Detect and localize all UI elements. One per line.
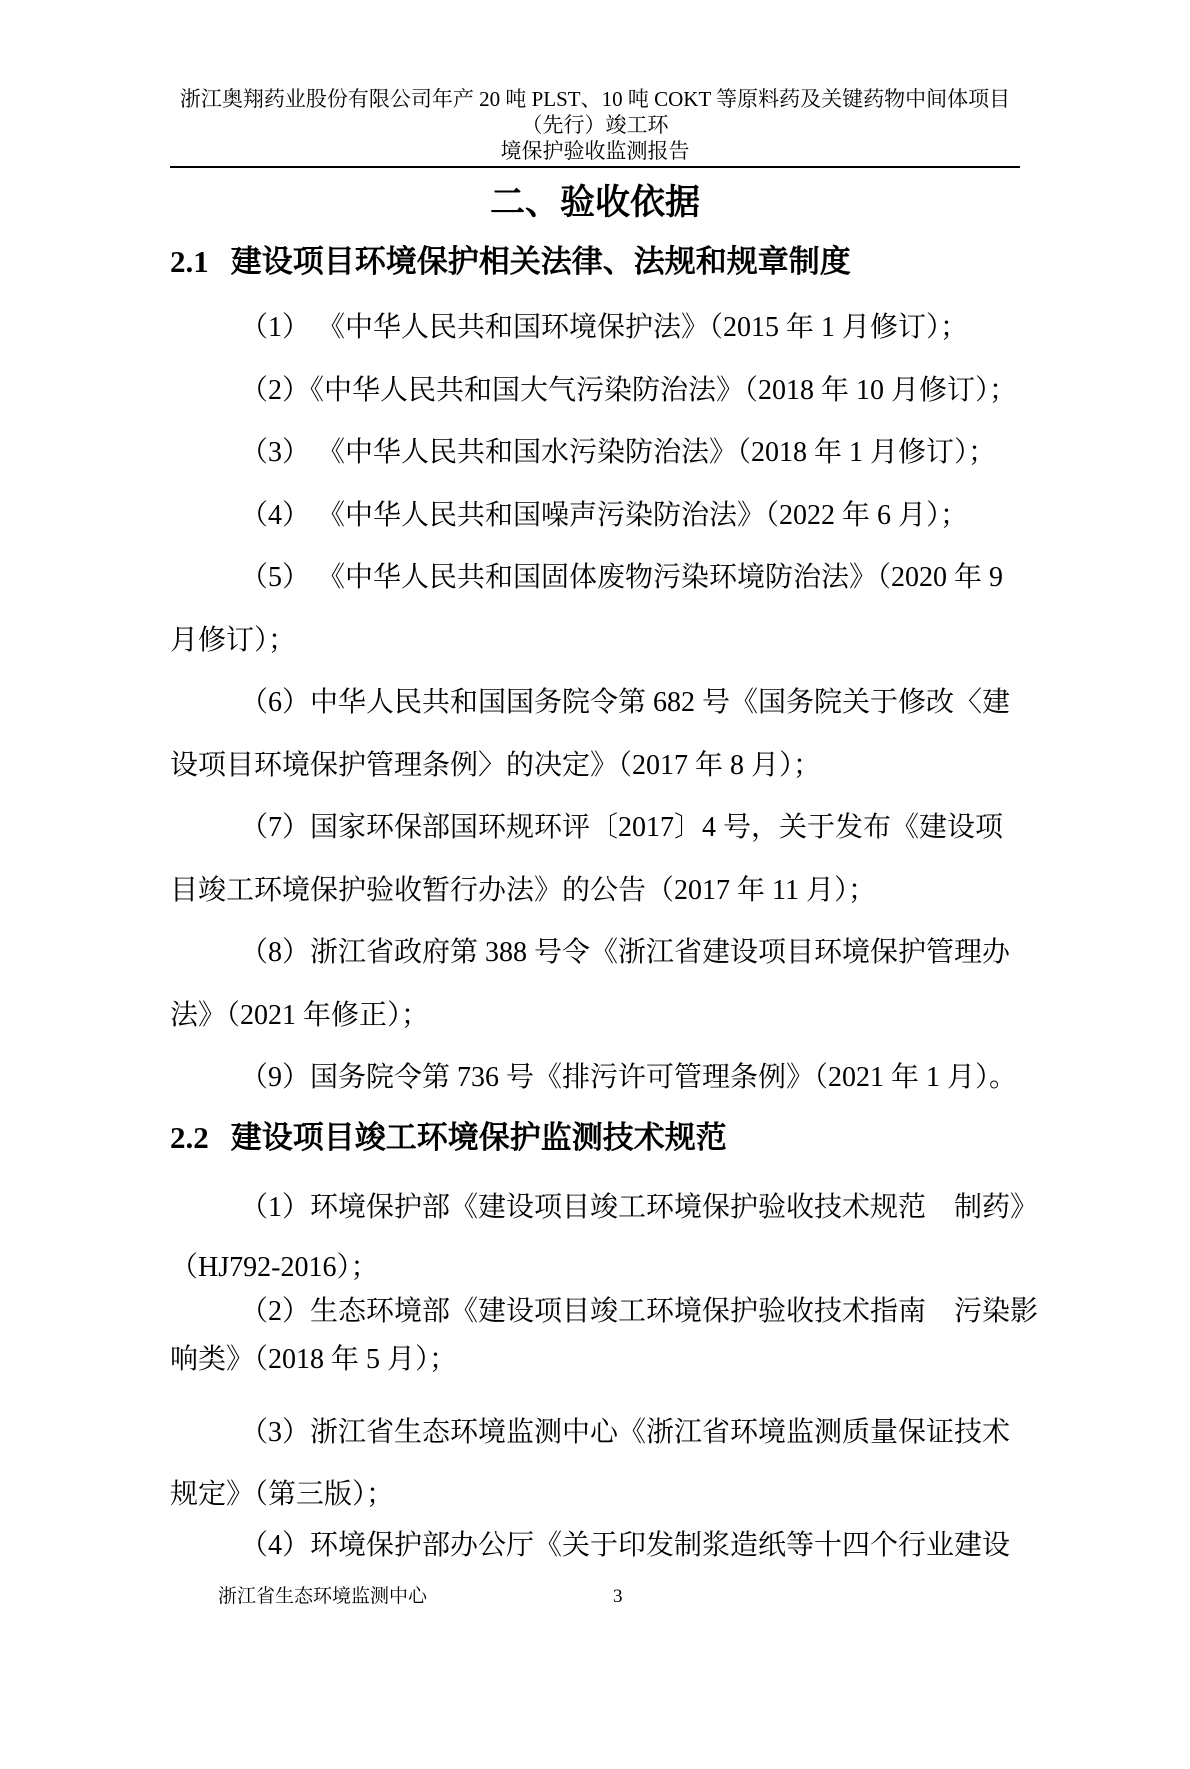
body-line: 法》（2021 年修正）；: [170, 999, 430, 1031]
section-number: 2.2: [170, 1119, 209, 1155]
body-line: （2）《中华人民共和国大气污染防治法》（2018 年 10 月修订）；: [240, 374, 1018, 406]
body-line: 设项目环境保护管理条例〉的决定》（2017 年 8 月）；: [170, 749, 822, 781]
body-line: （4） 《中华人民共和国噪声污染防治法》（2022 年 6 月）；: [240, 499, 969, 531]
page-content: [170, 86, 1039, 1609]
page-footer: [170, 1585, 1020, 1609]
body-line: （HJ792-2016）；: [170, 1251, 379, 1283]
section-heading-2-2: [170, 1118, 1020, 1158]
section-heading-text: 建设项目竣工环境保护监测技术规范: [230, 1119, 727, 1155]
running-header: [170, 86, 1020, 168]
body-line: （4）环境保护部办公厅《关于印发制浆造纸等十四个行业建设: [240, 1529, 1011, 1561]
section-number: 2.1: [170, 244, 209, 279]
section-2-1-body: [170, 297, 1020, 1110]
body-line: （3） 《中华人民共和国水污染防治法》（2018 年 1 月修订）；: [240, 437, 997, 468]
body-line: （1） 《中华人民共和国环境保护法》（2015 年 1 月修订）；: [240, 312, 969, 343]
body-line: 月修订）；: [170, 624, 297, 656]
document-page: [0, 86, 1190, 1769]
body-line: 目竣工环境保护验收暂行办法》的公告（2017 年 11 月）；: [170, 874, 876, 906]
body-line: （6）中华人民共和国国务院令第 682 号《国务院关于修改〈建: [240, 687, 1011, 718]
body-line: （1）环境保护部《建设项目竣工环境保护验收技术规范 制药》: [240, 1191, 1039, 1223]
section-heading-text: 建设项目环境保护相关法律、法规和规章制度: [230, 244, 851, 279]
body-line: 规定》（第三版）；: [170, 1478, 395, 1510]
running-header-line: 境保护验收监测报告: [500, 139, 690, 163]
body-line: （5） 《中华人民共和国固体废物污染环境防治法》（2020 年 9: [240, 562, 1004, 593]
body-line: （9）国务院令第 736 号《排污许可管理条例》（2021 年 1 月）。: [240, 1062, 1018, 1093]
body-line: （2）生态环境部《建设项目竣工环境保护验收技术指南 污染影: [240, 1295, 1039, 1327]
body-line: （7）国家环保部国环规环评〔2017〕4 号，关于发布《建设项: [240, 812, 1004, 843]
section-2-2-body: [170, 1178, 1039, 1571]
section-heading-2-1: [170, 242, 1020, 282]
body-line: 响类》（2018 年 5 月）；: [170, 1343, 458, 1375]
page-number: 3: [613, 1585, 623, 1607]
footer-organization: 浙江省生态环境监测中心: [218, 1585, 428, 1607]
chapter-title: 二、验收依据: [489, 183, 700, 222]
running-header-line: 浙江奥翔药业股份有限公司年产 20 吨 PLST、10 吨 COKT 等原料药及关键药物中间体项目（先行）竣工环: [179, 87, 1011, 137]
body-line: （3）浙江省生态环境监测中心《浙江省环境监测质量保证技术: [240, 1416, 1011, 1448]
body-line: （8）浙江省政府第 388 号令《浙江省建设项目环境保护管理办: [240, 937, 1011, 968]
